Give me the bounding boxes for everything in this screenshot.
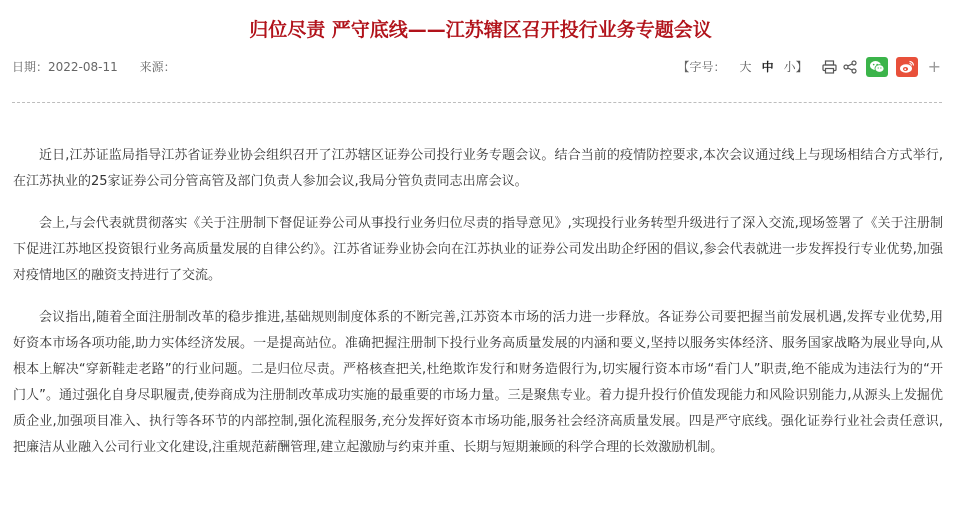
article-source: 来源： (139, 60, 176, 74)
article-paragraph: 近日,江苏证监局指导江苏省证券业协会组织召开了江苏辖区证券公司投行业务专题会议。结合当前的疫情防控要求,本次会议通过线上与现场相结合方式举行,在江苏执业的25家证券公司分管高管及部门负责人参加会议,我局分管负责同志出席会议。 (13, 148, 943, 189)
article-toolbar (678, 56, 941, 78)
header-divider (12, 102, 942, 103)
publish-date: 日期：2022-08-11 (12, 60, 118, 74)
article-paragraph: 会议指出,随着全面注册制改革的稳步推进,基础规则制度体系的不断完善,江苏资本市场的活力进一步释放。各证券公司要把握当前发展机遇,发挥专业优势,用好资本市场各项功能,助力实体经济发展。一是提高站位。准确把握注册制下投行业务高质量发展的内涵和要义,坚持以服务实体经济、服务国家战略为展业导向,从根本上解决“穿新鞋走老路”的行业问题。二是归位尽责。严格核查把关,杜绝欺诈发行和财务造假行为,切实履行资本市场“看门人”职责,绝不能成为违法行为的“开门人”。通过强化自身尽职履责,使券商成为注册制改革成功实施的最重要的市场力量。三是聚焦专业。着力提升投行价值发现能力和风险识别能力,从源头上发掘优质企业,加强项目准入、执行等各环节的内部控制,强化流程服务,充分发挥好资本市场功能,服务社会经济高质量发展。四是严守底线。强化证券行业社会责任意识,把廉洁从业融入公司行业文化建设,注重规范薪酬管理,建立起激励与约束并重、长期与短期兼顾的科学合理的长效激励机制。 (13, 310, 943, 455)
font-size-large-button[interactable]: 大 (739, 60, 752, 74)
weibo-icon (899, 60, 915, 74)
print-icon[interactable] (822, 59, 838, 75)
wechat-share-button[interactable] (866, 57, 888, 77)
wechat-icon (869, 60, 885, 74)
article-meta-bar (0, 56, 961, 78)
font-size-small-button[interactable]: 小】 (783, 60, 808, 74)
article-meta-info (12, 56, 194, 78)
article-body (13, 143, 943, 477)
more-share-button[interactable]: + (927, 57, 941, 76)
weibo-share-button[interactable] (896, 57, 918, 77)
font-size-label: 【字号： (677, 60, 726, 74)
page-title: 归位尽责 严守底线——江苏辖区召开投行业务专题会议 (249, 18, 712, 41)
font-size-medium-button[interactable]: 中 (761, 60, 774, 74)
share-icon[interactable] (842, 59, 858, 75)
article-paragraph: 会上,与会代表就贯彻落实《关于注册制下督促证券公司从事投行业务归位尽责的指导意见》,实现投行业务转型升级进行了深入交流,现场签署了《关于注册制下促进江苏地区投资银行业务高质量发展的自律公约》。江苏省证券业协会向在江苏执业的证券公司发出助企纾困的倡议,参会代表就进一步发挥投行专业优势,加强对疫情地区的融资支持进行了交流。 (13, 216, 943, 283)
